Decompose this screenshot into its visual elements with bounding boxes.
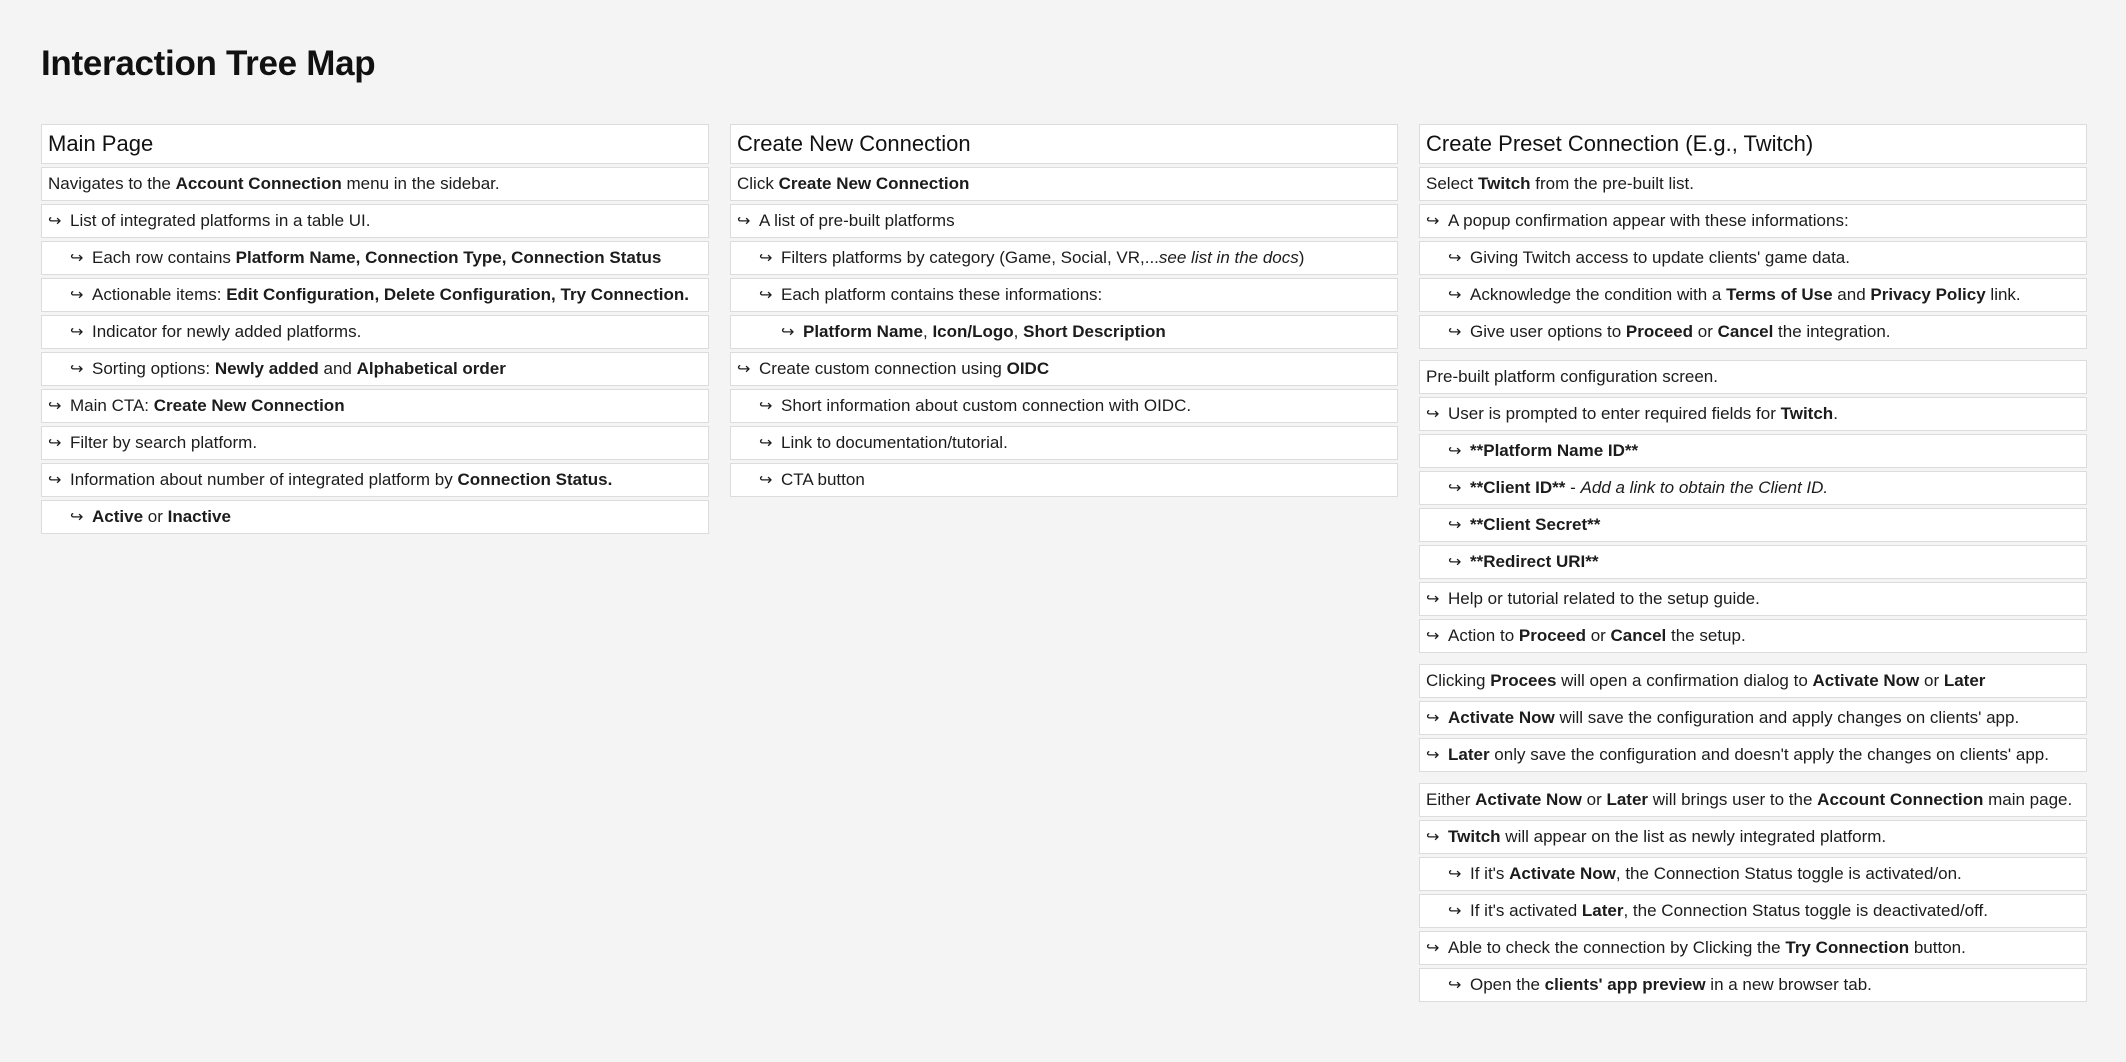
node-text: Create New Connection [778,174,970,193]
tree-node [41,426,709,460]
tree-node [41,204,709,238]
tree-node [1419,619,2087,653]
node-text: or [1585,626,1611,645]
node-text: Give user options to [1470,322,1626,341]
node-text: **Client Secret** [1470,515,1601,534]
node-text: see list in the docs [1158,248,1299,267]
tree-node [41,315,709,349]
branch-arrow-icon: ↪ [1448,901,1462,920]
node-text: Twitch [1477,174,1531,193]
node-text: Connection Status. [457,470,613,489]
branch-arrow-icon: ↪ [1448,441,1462,460]
branch-arrow-icon: ↪ [1426,211,1440,230]
tree-node [41,500,709,534]
tree-node [730,389,1398,423]
node-text: Icon/Logo [932,322,1014,341]
node-text: Create custom connection using [759,359,1007,378]
page-title: Interaction Tree Map [41,44,376,83]
node-text: Actionable items: [92,285,227,304]
tree-node [1419,360,2087,394]
node-text: Information about number of integrated platform by [70,470,458,489]
node-text: Link to documentation/tutorial. [781,433,1008,452]
node-text: Create New Connection [153,396,345,415]
tree-node [730,352,1398,386]
node-text: Activate Now [1448,708,1555,727]
tree-node [41,241,709,275]
node-text: link. [1985,285,2021,304]
branch-arrow-icon: ↪ [1448,322,1462,341]
branch-arrow-icon: ↪ [48,396,62,415]
node-text: Filters platforms by category (Game, Social, VR,... [781,248,1159,267]
tree-node [1419,434,2087,468]
tree-node [730,167,1398,201]
node-text: will brings user to the [1648,790,1818,809]
node-text: If it's activated [1470,901,1582,920]
branch-arrow-icon: ↪ [737,359,751,378]
node-text: Action to [1448,626,1519,645]
tree-node [730,315,1398,349]
node-text: Later [1448,745,1490,764]
branch-arrow-icon: ↪ [1426,745,1440,764]
node-list [1419,167,2087,1002]
branch-arrow-icon: ↪ [737,211,751,230]
node-text: Account Connection [175,174,342,193]
tree-node [1419,508,2087,542]
node-text: Indicator for newly added platforms. [92,322,362,341]
branch-arrow-icon: ↪ [48,211,62,230]
node-text: Activate Now [1475,790,1582,809]
node-text: clients' app preview [1544,975,1706,994]
node-text: Main CTA: [70,396,154,415]
node-text: CTA button [781,470,865,489]
node-text: **Platform Name ID** [1470,441,1639,460]
branch-arrow-icon: ↪ [1426,938,1440,957]
tree-node [1419,545,2087,579]
branch-arrow-icon: ↪ [1426,404,1440,423]
node-text: Pre-built platform configuration screen. [1426,367,1718,386]
node-text: menu in the sidebar. [341,174,500,193]
node-text: Terms of Use [1726,285,1833,304]
node-text: Sorting options: [92,359,215,378]
branch-arrow-icon: ↪ [70,285,84,304]
branch-arrow-icon: ↪ [1448,515,1462,534]
tree-node [1419,278,2087,312]
tree-node [1419,241,2087,275]
node-text: Short Description [1023,322,1166,341]
node-text: Filter by search platform. [70,433,258,452]
node-text: main page. [1983,790,2073,809]
branch-arrow-icon: ↪ [1426,626,1440,645]
tree-node [1419,167,2087,201]
node-text: If it's [1470,864,1510,883]
node-text: - [1565,478,1581,497]
tree-node [1419,968,2087,1002]
node-text: button. [1909,938,1966,957]
column-create-new-connection [730,124,1398,500]
node-text: will open a confirmation dialog to [1556,671,1813,690]
node-text: . [1833,404,1838,423]
node-text: Add a link to obtain the Client ID. [1580,478,1829,497]
node-text: or [1693,322,1718,341]
node-text: OIDC [1006,359,1050,378]
node-text: Open the [1470,975,1545,994]
tree-node [730,204,1398,238]
tree-node [730,278,1398,312]
tree-node [1419,931,2087,965]
node-text: Later [1943,671,1986,690]
tree-node [1419,582,2087,616]
tree-node [41,167,709,201]
node-text: Platform Name [803,322,923,341]
node-text: Inactive [167,507,231,526]
node-text: Active [92,507,144,526]
branch-arrow-icon: ↪ [70,359,84,378]
branch-arrow-icon: ↪ [48,470,62,489]
tree-node [1419,820,2087,854]
node-text: or [1919,671,1944,690]
node-text: Account Connection [1817,790,1984,809]
tree-node [1419,664,2087,698]
node-text: Alphabetical order [356,359,506,378]
node-text: ) [1298,248,1305,267]
tree-node [41,389,709,423]
tree-node [1419,857,2087,891]
node-text: Twitch [1448,827,1501,846]
node-text: Help or tutorial related to the setup guide. [1448,589,1760,608]
tree-node [1419,471,2087,505]
node-text: Privacy Policy [1870,285,1986,304]
node-text: Click [737,174,779,193]
node-text: the setup. [1666,626,1746,645]
node-text: , the Connection Status toggle is deactivated/off. [1623,901,1988,920]
node-text: , the Connection Status toggle is activated/on. [1615,864,1962,883]
branch-arrow-icon: ↪ [759,285,773,304]
node-text: will appear on the list as newly integrated platform. [1500,827,1887,846]
node-text: will save the configuration and apply changes on clients' app. [1554,708,2020,727]
tree-node [1419,701,2087,735]
column-create-preset-connection [1419,124,2087,1005]
branch-arrow-icon: ↪ [1448,552,1462,571]
tree-node [1419,738,2087,772]
node-text: List of integrated platforms in a table UI. [70,211,371,230]
node-text: the integration. [1773,322,1891,341]
node-text: Able to check the connection by Clicking the [1448,938,1786,957]
branch-arrow-icon: ↪ [781,322,795,341]
node-text: Navigates to the [48,174,176,193]
node-text: , [922,322,933,341]
node-text: Each row contains [92,248,236,267]
node-text: Clicking [1426,671,1491,690]
node-text: Activate Now [1812,671,1920,690]
node-text: Each platform contains these informations: [781,285,1103,304]
column-main-page [41,124,709,537]
node-text: Proceed [1625,322,1694,341]
node-text: Try Connection [1785,938,1910,957]
node-text: Later [1581,901,1624,920]
branch-arrow-icon: ↪ [70,322,84,341]
node-text: Platform Name, Connection Type, Connection Status [235,248,662,267]
column-header: Create New Connection [730,124,1398,164]
branch-arrow-icon: ↪ [759,470,773,489]
node-text: **Redirect URI** [1470,552,1599,571]
branch-arrow-icon: ↪ [759,396,773,415]
node-text: or [1581,790,1607,809]
node-text: Proceed [1518,626,1586,645]
tree-node [730,241,1398,275]
node-text: Short information about custom connection with OIDC. [781,396,1192,415]
node-text: Later [1606,790,1649,809]
tree-node [41,463,709,497]
node-text: **Client ID** [1470,478,1566,497]
node-text: Select [1426,174,1478,193]
branch-arrow-icon: ↪ [1448,975,1462,994]
node-text: Procees [1490,671,1557,690]
column-header: Main Page [41,124,709,164]
branch-arrow-icon: ↪ [1426,589,1440,608]
tree-node [730,463,1398,497]
node-text: and [1832,285,1871,304]
node-text: only save the configuration and doesn't apply the changes on clients' app. [1489,745,2049,764]
node-text: A popup confirmation appear with these informations: [1448,211,1849,230]
branch-arrow-icon: ↪ [70,248,84,267]
tree-node [1419,397,2087,431]
node-text: Twitch [1780,404,1834,423]
node-text: Acknowledge the condition with a [1470,285,1727,304]
tree-node [1419,894,2087,928]
node-text: Cancel [1610,626,1667,645]
branch-arrow-icon: ↪ [1448,864,1462,883]
branch-arrow-icon: ↪ [1448,248,1462,267]
branch-arrow-icon: ↪ [1426,708,1440,727]
branch-arrow-icon: ↪ [48,433,62,452]
node-text: or [143,507,168,526]
branch-arrow-icon: ↪ [759,248,773,267]
column-header: Create Preset Connection (E.g., Twitch) [1419,124,2087,164]
node-text: Activate Now [1509,864,1616,883]
node-text: from the pre-built list. [1530,174,1695,193]
node-text: Newly added [214,359,319,378]
branch-arrow-icon: ↪ [1448,285,1462,304]
node-list [730,167,1398,497]
tree-node [41,278,709,312]
tree-node [1419,204,2087,238]
node-text: Giving Twitch access to update clients' game data. [1470,248,1850,267]
tree-node [1419,783,2087,817]
node-text: , [1013,322,1024,341]
node-list [41,167,709,534]
branch-arrow-icon: ↪ [759,433,773,452]
branch-arrow-icon: ↪ [1426,827,1440,846]
branch-arrow-icon: ↪ [70,507,84,526]
tree-node [41,352,709,386]
node-text: A list of pre-built platforms [759,211,955,230]
branch-arrow-icon: ↪ [1448,478,1462,497]
node-text: Edit Configuration, Delete Configuration, Try Connection. [226,285,689,304]
node-text: and [318,359,357,378]
node-text: Cancel [1717,322,1774,341]
node-text: User is prompted to enter required fields for [1448,404,1781,423]
tree-node [1419,315,2087,349]
node-text: Either [1426,790,1476,809]
node-text: in a new browser tab. [1705,975,1872,994]
tree-node [730,426,1398,460]
